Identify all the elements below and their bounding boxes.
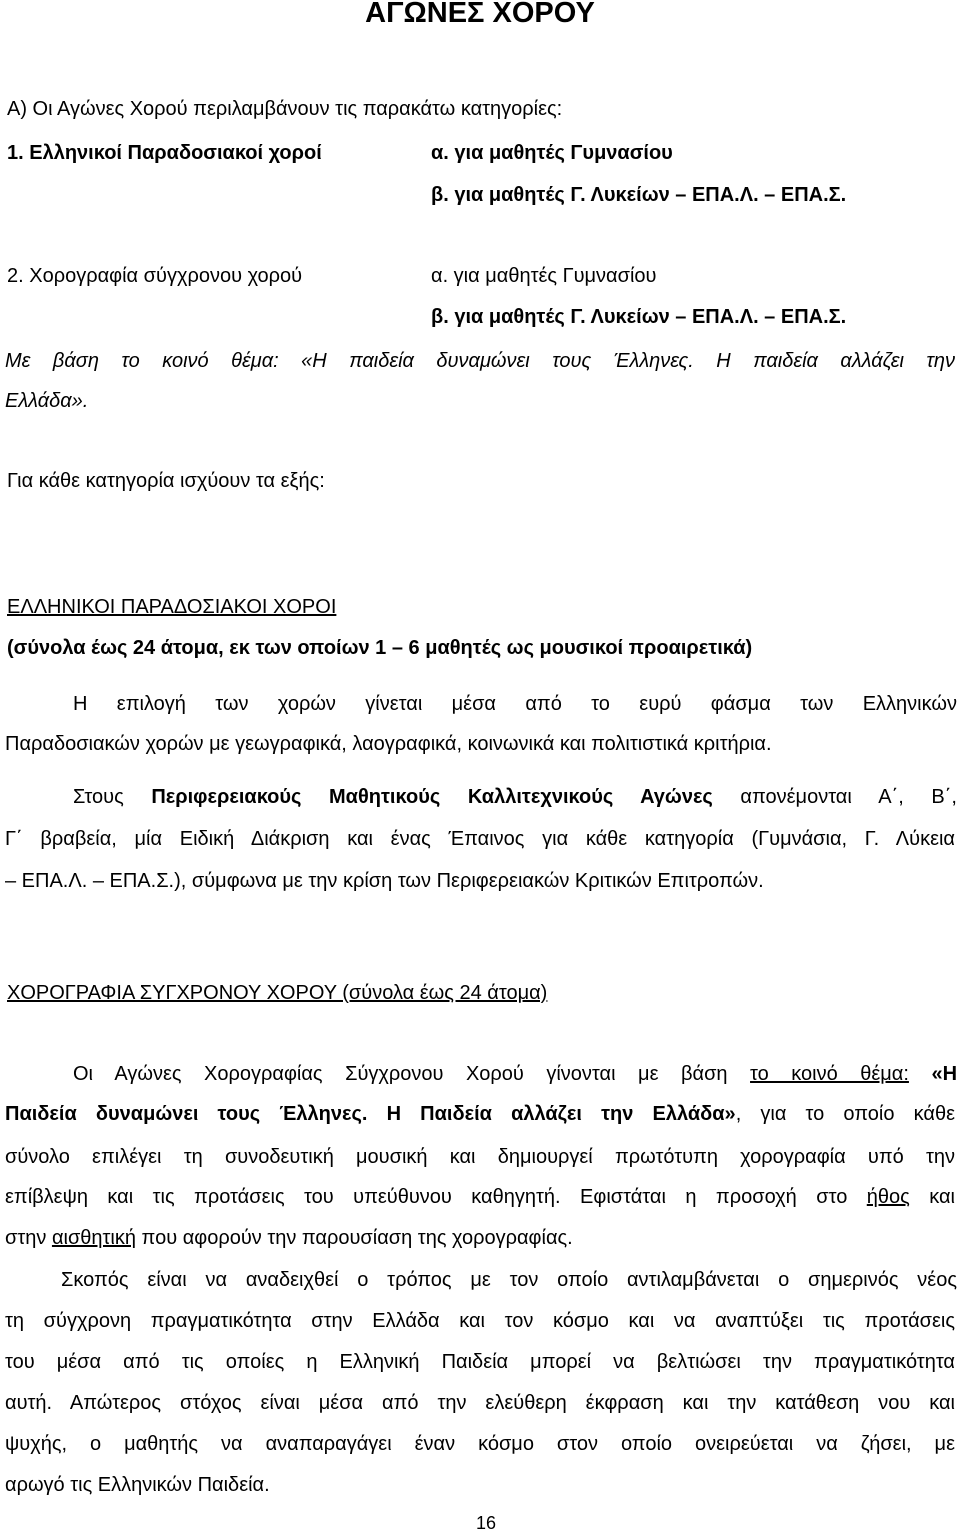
text-run: , για το οποίο κάθε	[735, 1103, 955, 1125]
category-1-option-b: β. για μαθητές Γ. Λυκείων – ΕΠΑ.Λ. – ΕΠΑ.Σ.	[431, 184, 847, 206]
theme-quote: Παιδεία δυναμώνει τους Έλληνες. Η Παιδεία αλλάζει την Ελλάδα»	[5, 1103, 736, 1125]
text-run: που αφορούν την παρουσίαση της χορογραφίας.	[136, 1227, 573, 1249]
text-run: και	[909, 1186, 955, 1208]
sec2-para2-line2: τη σύγχρονη πραγματικότητα στην Ελλάδα και τον κόσμο και να αναπτύξει τις προτάσεις	[5, 1310, 955, 1332]
sec2-para2-line6: αρωγό τις Ελληνικών Παιδεία.	[5, 1474, 270, 1496]
category-2-option-b: β. για μαθητές Γ. Λυκείων – ΕΠΑ.Λ. – ΕΠΑ.Σ.	[431, 306, 847, 328]
sec1-para1-line1: Η επιλογή των χορών γίνεται μέσα από το ευρύ φάσμα των Ελληνικών	[73, 693, 957, 715]
page-title: ΑΓΩΝΕΣ ΧΟΡΟΥ	[365, 0, 595, 29]
text-run: Οι Αγώνες Χορογραφίας Σύγχρονου Χορού γίνονται με βάση	[73, 1063, 751, 1085]
sec1-para2-line2: Γ΄ βραβεία, μία Ειδική Διάκριση και ένας Έπαινος για κάθε κατηγορία (Γυμνάσια, Γ. Λύκεια	[5, 828, 955, 850]
category-1-option-a: α. για μαθητές Γυμνασίου	[431, 142, 673, 164]
page-number: 16	[476, 1513, 497, 1533]
theme-quote-start: «Η	[908, 1063, 958, 1085]
section-1-heading: ΕΛΛΗΝΙΚΟΙ ΠΑΡΑΔΟΣΙΑΚΟΙ ΧΟΡΟΙ	[7, 596, 337, 618]
text-run: στην	[5, 1227, 52, 1249]
sec2-para2-line3: του μέσα από τις οποίες η Ελληνική Παιδεία μπορεί να βελτιώσει την πραγματικότητα	[5, 1351, 955, 1373]
common-theme-label: το κοινό θέμα:	[750, 1063, 909, 1085]
sec2-para1-line1	[73, 1063, 957, 1086]
aesthetics-word: αισθητική	[51, 1227, 136, 1249]
ethos-word: ήθος	[866, 1186, 910, 1208]
text-run: Στους	[73, 786, 152, 808]
sec2-para1-line2	[5, 1103, 955, 1126]
text-run: επίβλεψη και τις προτάσεις του υπεύθυνου καθηγητή. Εφιστάται η προσοχή στο	[5, 1186, 867, 1208]
for-each-text: Για κάθε κατηγορία ισχύουν τα εξής:	[7, 470, 325, 492]
section-1-subheading: (σύνολα έως 24 άτομα, εκ των οποίων 1 – 6 μαθητές ως μουσικοί προαιρετικά)	[7, 637, 753, 659]
section-2-heading: ΧΟΡΟΓΡΑΦΙΑ ΣΥΓΧΡΟΝΟΥ ΧΟΡΟΥ (σύνολα έως 24 άτομα)	[7, 982, 548, 1004]
sec2-para1-line4	[5, 1186, 955, 1209]
sec1-para1-line2: Παραδοσιακών χορών με γεωγραφικά, λαογραφικά, κοινωνικά και πολιτιστικά κριτήρια.	[5, 733, 772, 755]
sec1-para2-line1	[73, 786, 957, 809]
category-2-label: 2. Χορογραφία σύγχρονου χορού	[7, 265, 303, 287]
category-1-label: 1. Ελληνικοί Παραδοσιακοί χοροί	[7, 142, 322, 164]
theme-line-2: Ελλάδα».	[5, 390, 89, 412]
category-2-option-a: α. για μαθητές Γυμνασίου	[431, 265, 657, 287]
sec2-para2-line5: ψυχής, ο μαθητής να αναπαραγάγει έναν κόσμο στον οποίο ονειρεύεται να ζήσει, με	[5, 1433, 955, 1455]
sec2-para1-line5	[5, 1227, 573, 1250]
competition-name: Περιφερειακούς Μαθητικούς Καλλιτεχνικούς Αγώνες	[151, 786, 713, 808]
sec2-para2-line4: αυτή. Απώτερος στόχος είναι μέσα από την ελεύθερη έκφραση και την κατάθεση νου και	[5, 1392, 955, 1414]
sec2-para1-line3: σύνολο επιλέγει τη συνοδευτική μουσική και δημιουργεί πρωτότυπη χορογραφία υπό την	[5, 1146, 955, 1168]
sec1-para2-line3: – ΕΠΑ.Λ. – ΕΠΑ.Σ.), σύμφωνα με την κρίση των Περιφερειακών Κριτικών Επιτροπών.	[5, 870, 764, 892]
theme-line-1: Με βάση το κοινό θέμα: «Η παιδεία δυναμώνει τους Έλληνες. Η παιδεία αλλάζει την	[5, 350, 955, 372]
intro-text: Α) Οι Αγώνες Χορού περιλαμβάνουν τις παρακάτω κατηγορίες:	[7, 98, 563, 120]
text-run: απονέμονται Α΄, Β΄,	[712, 786, 957, 808]
sec2-para2-line1: Σκοπός είναι να αναδειχθεί ο τρόπος με τον οποίο αντιλαμβάνεται ο σημερινός νέος	[61, 1269, 957, 1291]
